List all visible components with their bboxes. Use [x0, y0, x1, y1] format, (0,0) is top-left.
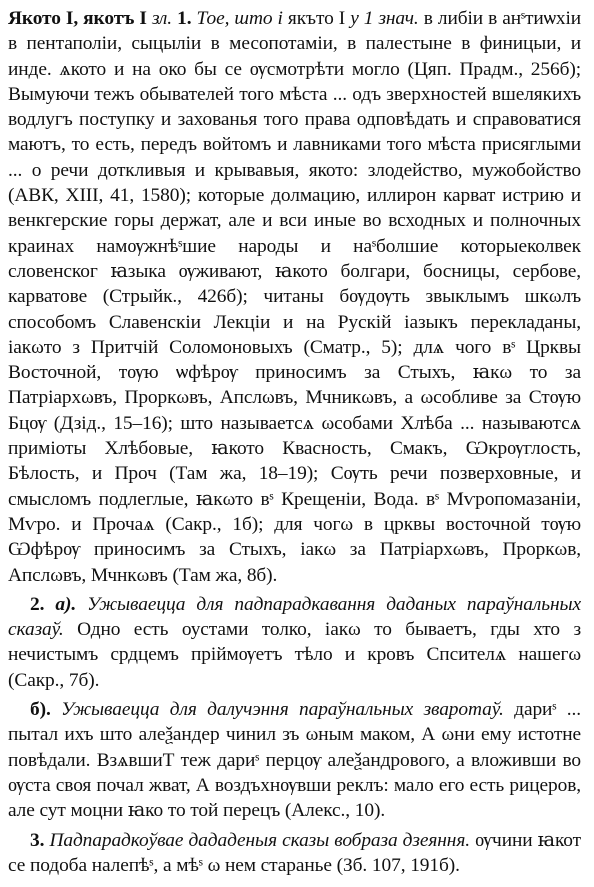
entry-sense-2a — [8, 592, 581, 693]
sense-definition: Ужываецца для далучэння параўнальных зваротаў. — [61, 699, 504, 721]
sense-number: 1. — [177, 8, 192, 29]
grammar-label: зл. — [151, 8, 173, 29]
cross-reference-word: якъто I — [287, 8, 346, 29]
sense-definition: Падпарадкоўвае дададеныя сказы вобраза дзеяння. — [49, 829, 470, 851]
cross-reference-note: у 1 знач. — [350, 8, 419, 29]
sense-quotations: Одно есть оустами толко, іакω то бываетъ, гды хто з нечистымъ срдцемъ пріймѹетъ тѣло и кровъ Спсителѧ нашегω (Сакр., 7б). — [8, 619, 581, 691]
sense-number: 2. — [30, 593, 45, 615]
headword: Якото I, якотъ I — [8, 8, 147, 29]
entry-sense-2b — [8, 697, 581, 823]
entry-sense-3 — [8, 828, 581, 879]
sense-definition: Ужываецца для падпарадкавання даданых параўнальных сказаў. — [8, 593, 582, 641]
sense-quotations: ѹчини ꙗкот се подоба налепѣˢ, а мѣˢ ω нем старанье (Зб. 107, 191б). — [8, 829, 582, 876]
sense-quotations: дариˢ ... пытал ихъ што алеѯандер чинил зъ ωным маком, А ωни ему истотне повѣдали. ВзѧвшиТ теж дариˢ перцѹ алеѯандрового, а вложивши во ѹста своя почал жват, А воздъхнѹвши реклъ: мало его есть рицеров, але сут моцни ꙗко то той перецъ (Алекс., 10). — [8, 699, 581, 822]
entry-sense-1 — [8, 6, 581, 588]
sense-number: 3. — [30, 829, 45, 851]
subsense-label: а). — [55, 593, 77, 615]
sense-definition: Тое, што і — [196, 8, 283, 29]
sense-quotations: в либіи в анˢтиѡхіи в пентаполіи, сыцыліи в месопотаміи, в палестыне в финицыи, и инде. ѧкото и на око бы се ѹсмотрѣти могло (Цяп. Прадм., 256б); Вымуючи тежъ обывателей того мѣста ... одъ зверхностей вшелякихъ водлугъ поступку и захованья того права одповѣдать и справоватися маютъ, то есть, передъ войтомъ и лавниками того мѣста присяглыми ... о речи доткливыя и крывавыя, якото: злодейство, мужобойство (АВК, XIII, 41, 1580); которые долмацию, иллирон карват истрию и венкгерские горы держат, але и вси иные во всходных и полночных краинах намѹжнѣˢшие народы и наˢболшие которыеколвек словенског ꙗзыка ѹживают, ꙗкото болгари, босницы, сербове, карватове (Стрыйк., 426б); читаны бѹдѹть звыклымъ шкωлъ способомъ Славенскіи Лекціи и на Рускій іазыкъ перекладаны, іакωто з Притчій Соломоновыхъ (Сматр., 5); длѧ чого вˢ Црквы Восточной, тѹю ѡфѣрѹ приносимъ за Стыхъ, ꙗкω то за Патріархωвъ, Проркωвъ, Апслωвъ, Мчникωвъ, а ωсобливе за Стѹю Бцѹ (Дзід., 15–16); што называетсѧ ωсобами Хлѣба ... называютсѧ приміоты Хлѣбовые, ꙗкото Квасность, Смакъ, Ѡкрѹглость, Бѣлость, и Проч (Там жа, 18–19); Сѹть речи позверховные, и смысломъ подлеглые, ꙗкωто вˢ Крещеніи, Вода. вˢ Мѵропомазаніи, Мѵро. и Прочаѧ (Сакр., 1б); для чогω в црквы восточной тѹю Ѡфѣрѹ приносимъ за Стыхъ, іакω за Патріархωвъ, Проркωв, Апслωвъ, Мчнкωвъ (Там жа, 8б). — [8, 8, 582, 586]
subsense-label: б). — [30, 699, 51, 721]
